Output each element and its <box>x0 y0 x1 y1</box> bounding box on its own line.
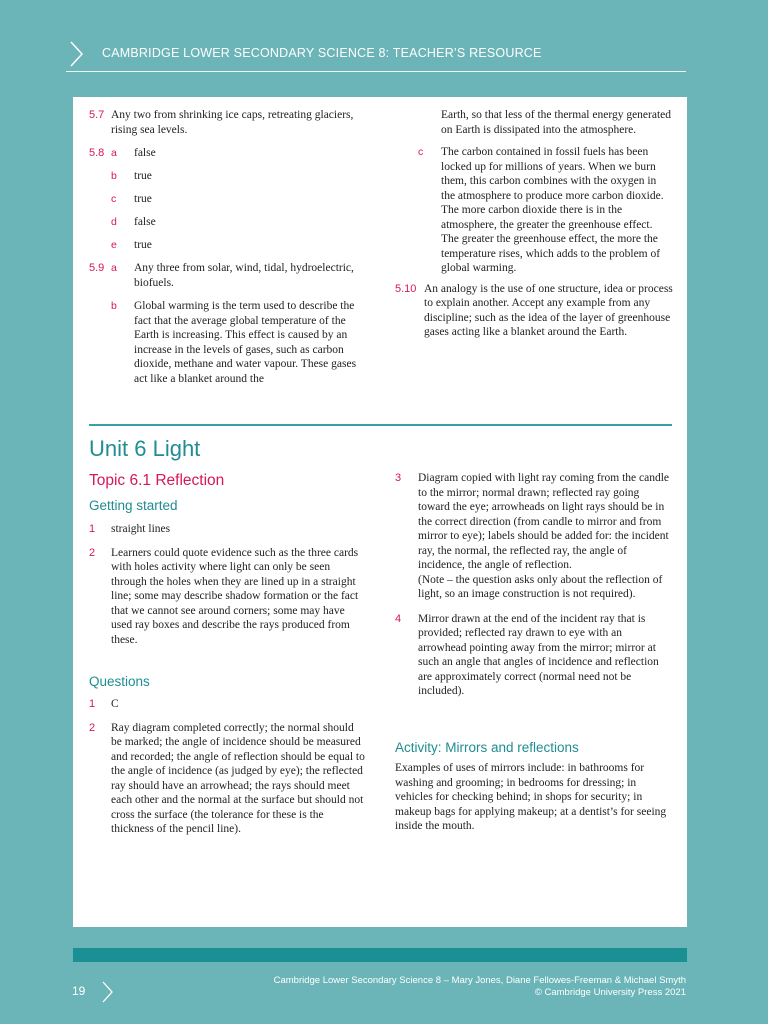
answer-text: Mirror drawn at the end of the incident ray that is provided; reflected ray drawn to eye with an arrowhead pointing away from the mirror; mirror at such an angle that angles of incidence and reflection are approximately correct (normal need not be included). <box>418 612 659 697</box>
answer-text: Examples of uses of mirrors include: in bathrooms for washing and grooming; in bedrooms for dressing; in vehicles for checking behind; in shops for security; in makeup bags for applying makeup; at a dentist’s for seeing inside the mouth. <box>395 762 667 832</box>
unit-title: Unit 6 Light <box>89 436 201 461</box>
answer-text: C <box>111 698 119 710</box>
answer-text: Learners could quote evidence such as the three cards with holes activity where light can only be seen through the holes when they are lined up in a straight line; some may describe shadow formation or the fact that we cannot see around corners; some may have used ray boxes and describe the rays produced from these. <box>111 546 359 646</box>
sub-label: b <box>111 170 117 182</box>
book-title: CAMBRIDGE LOWER SECONDARY SCIENCE 8: TEACHER’S RESOURCE <box>102 46 542 60</box>
answer-5-9b-continued <box>395 108 673 137</box>
answer-5-10 <box>395 282 673 340</box>
unit-answers-right <box>395 471 673 699</box>
sub-label: e <box>111 239 117 251</box>
getting-started-answers <box>89 522 365 647</box>
answer-text: Diagram copied with light ray coming from the candle to the mirror; normal drawn; reflected ray going toward the eye; arrowheads on light rays should be in the correct direction (from candle to mirror and from mirror to eye); labels should be added for: the incident ray, the normal, the reflected ray, the angle of incidence, the angle of reflection. <box>418 472 670 571</box>
credit-authors: Cambridge Lower Secondary Science 8 – Mary Jones, Diane Fellowes-Freeman & Michael Smyth <box>273 975 686 986</box>
question-number: 1 <box>89 523 96 535</box>
questions-heading: Questions <box>89 674 150 689</box>
answer-5-9a <box>89 261 365 290</box>
question-number: 2 <box>89 721 96 734</box>
sub-label: b <box>111 300 117 312</box>
answer-text: true <box>134 170 152 182</box>
answer-note: (Note – the question asks only about the reflection of light, so an image construction is not required). <box>418 573 663 600</box>
answer-text: Ray diagram completed correctly; the normal should be marked; the angle of incidence should be measured and recorded; the angle of reflection should be equal to the angle of incidence (as judged by eye); the reflected ray should have an arrowhead; the rays should meet each other and the normal at the surface but should not cross the surface (the tolerance for these is the thickness of the pencil line). <box>111 721 365 835</box>
answer-text: straight lines <box>111 523 171 535</box>
answer-text: false <box>134 147 156 159</box>
answer-text: Any three from solar, wind, tidal, hydroelectric, biofuels. <box>134 262 354 289</box>
question-number: 3 <box>395 472 402 484</box>
sub-label: d <box>111 216 117 228</box>
footer-band <box>73 948 687 962</box>
activity-text <box>395 761 675 834</box>
answer-5-8a <box>89 146 365 161</box>
page-header <box>0 0 768 72</box>
answer-5-8d <box>89 215 365 230</box>
answer-5-7 <box>89 108 365 137</box>
answer-5-9b <box>89 299 365 386</box>
chevron-right-icon <box>66 40 86 68</box>
question-number: 5.7 <box>89 109 105 121</box>
getting-started-heading: Getting started <box>89 498 178 513</box>
answer-5-9c <box>395 145 673 276</box>
answer-text: The carbon contained in fossil fuels has been locked up for millions of years. When we burn them, this carbon combines with the oxygen in the atmosphere to produce more carbon dioxide. The more carbon dioxide there is in the atmosphere, the greater the greenhouse effect. The greater the greenhouse effect, the more the temperature rises, which adds to the problem of global warming. <box>441 146 664 274</box>
section-divider <box>89 424 672 426</box>
question-number: 5.9 <box>89 262 105 274</box>
answer-text: An analogy is the use of one structure, idea or process to explain another. Accept any example from any discipline; such as the idea of the layer of greenhouse gases acting like a blanket around the Earth. <box>424 282 673 338</box>
list-item <box>89 522 365 537</box>
question-number: 5.8 <box>89 147 105 159</box>
sub-label: c <box>418 146 424 158</box>
chevron-right-icon <box>100 980 114 1004</box>
answers-top-right <box>395 108 673 340</box>
answer-text: Any two from shrinking ice caps, retreating glaciers, rising sea levels. <box>111 109 354 136</box>
answer-text: true <box>134 239 152 251</box>
questions-answers <box>89 697 365 837</box>
credit-copyright: © Cambridge University Press 2021 <box>534 987 686 998</box>
activity-heading: Activity: Mirrors and reflections <box>395 740 579 755</box>
answer-text: true <box>134 193 152 205</box>
question-number: 5.10 <box>395 282 417 295</box>
list-item <box>89 546 365 648</box>
list-item <box>89 697 365 712</box>
sub-label: a <box>111 147 117 159</box>
answer-text: Global warming is the term used to describe the fact that the average global temperature of the Earth is increasing. This effect is caused by an increase in the levels of gases, such as carbon dioxide, methane and water vapour. These gases act like a blanket around the <box>134 300 357 385</box>
question-number: 2 <box>89 546 96 559</box>
answer-5-8e <box>89 238 365 253</box>
answer-text: Earth, so that less of the thermal energy generated on Earth is dissipated into the atmosphere. <box>441 109 672 136</box>
answer-3-note <box>395 573 673 602</box>
answer-3 <box>395 471 673 573</box>
header-rule <box>66 71 686 72</box>
question-number: 4 <box>395 612 402 625</box>
page-number: 19 <box>72 984 86 998</box>
sub-label: c <box>111 193 117 205</box>
topic-title: Topic 6.1 Reflection <box>89 472 225 489</box>
answers-top-left <box>89 108 365 386</box>
answer-4 <box>395 612 673 699</box>
list-item <box>89 721 365 837</box>
question-number: 1 <box>89 698 96 710</box>
answer-5-8c <box>89 192 365 207</box>
answer-5-8b <box>89 169 365 184</box>
copyright-credit <box>274 975 686 999</box>
sub-label: a <box>111 262 117 274</box>
answer-text: false <box>134 216 156 228</box>
